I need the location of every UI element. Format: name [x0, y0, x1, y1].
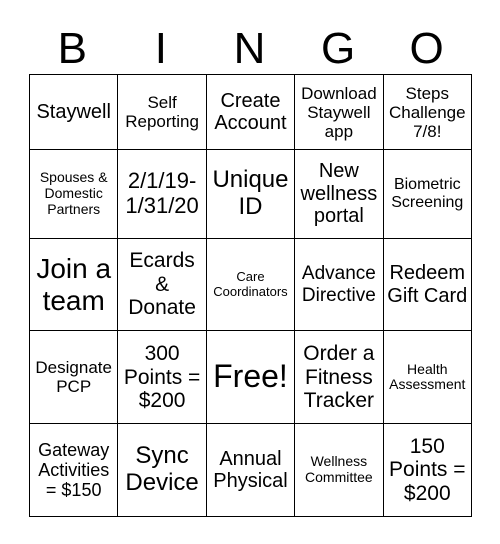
bingo-cell[interactable]: Self Reporting — [118, 75, 206, 150]
board-row — [30, 331, 472, 424]
header-letter-i: I — [154, 24, 169, 73]
free-space[interactable]: Free! — [206, 331, 294, 424]
bingo-cell[interactable]: Unique ID — [206, 150, 294, 238]
bingo-header — [29, 24, 472, 74]
bingo-cell[interactable]: Health Assessment — [383, 331, 471, 424]
header-letter-n: N — [233, 24, 268, 73]
bingo-cell[interactable]: Join a team — [30, 238, 118, 331]
bingo-cell[interactable]: Sync Device — [118, 424, 206, 517]
bingo-cell[interactable]: Advance Directive — [295, 238, 383, 331]
bingo-cell[interactable]: 300 Points = $200 — [118, 331, 206, 424]
bingo-cell[interactable]: Designate PCP — [30, 331, 118, 424]
bingo-cell[interactable]: Annual Physical — [206, 424, 294, 517]
bingo-cell[interactable]: Redeem Gift Card — [383, 238, 471, 331]
bingo-cell[interactable]: Order a Fitness Tracker — [295, 331, 383, 424]
bingo-cell[interactable]: Wellness Committee — [295, 424, 383, 517]
bingo-cell[interactable]: Steps Challenge 7/8! — [383, 75, 471, 150]
bingo-cell[interactable]: New wellness portal — [295, 150, 383, 238]
bingo-cell[interactable]: Staywell — [30, 75, 118, 150]
header-letter-g: G — [320, 24, 358, 73]
bingo-cell[interactable]: 2/1/19-1/31/20 — [118, 150, 206, 238]
board-row — [30, 75, 472, 150]
board-row — [30, 238, 472, 331]
bingo-cell[interactable]: Care Coordinators — [206, 238, 294, 331]
board-row — [30, 424, 472, 517]
bingo-cell[interactable]: Create Account — [206, 75, 294, 150]
header-letter-o: O — [409, 24, 446, 73]
bingo-cell[interactable]: Ecards & Donate — [118, 238, 206, 331]
bingo-cell[interactable]: Spouses & Domestic Partners — [30, 150, 118, 238]
board-row — [30, 150, 472, 238]
bingo-cell[interactable]: Biometric Screening — [383, 150, 471, 238]
header-letter-b: B — [57, 24, 89, 73]
bingo-cell[interactable]: Gateway Activities = $150 — [30, 424, 118, 517]
bingo-board — [29, 74, 472, 517]
bingo-cell[interactable]: 150 Points = $200 — [383, 424, 471, 517]
bingo-cell[interactable]: Download Staywell app — [295, 75, 383, 150]
